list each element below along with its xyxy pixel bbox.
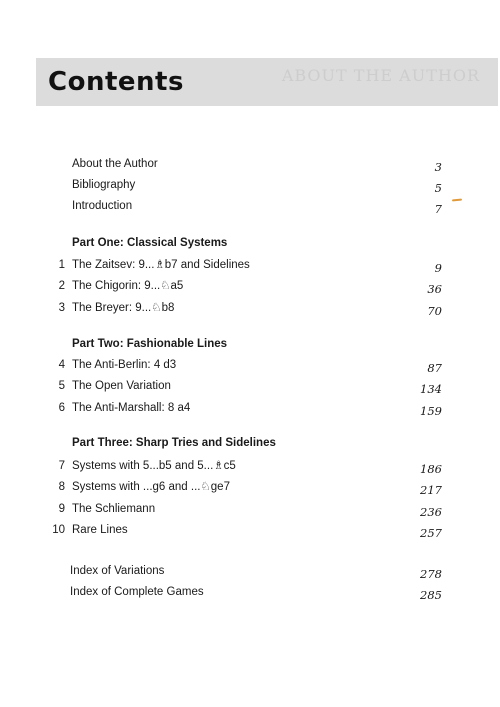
chapter-number: 10 [52,524,65,536]
entry-page: 7 [434,202,442,216]
chapter-number: 9 [58,503,65,515]
toc-entry-bibliography[interactable] [0,175,500,195]
entry-title: The Schliemann [72,503,156,515]
part-heading-three: Part Three: Sharp Tries and Sidelines [72,437,276,449]
entry-title: The Anti-Marshall: 8 a4 [72,402,191,414]
show-through-text: ABOUT THE AUTHOR [281,66,480,85]
entry-page: 236 [420,505,442,519]
chapter-number: 5 [58,380,65,392]
chapter-number: 6 [58,402,65,414]
toc-entry-chapter-9[interactable] [0,499,500,519]
toc-entry-chapter-8[interactable] [0,477,500,497]
entry-page: 217 [420,483,442,497]
entry-title: The Chigorin: 9...♘a5 [72,280,184,292]
entry-title: The Anti-Berlin: 4 d3 [72,359,177,371]
entry-title: The Zaitsev: 9...♗b7 and Sidelines [72,259,250,271]
toc-entry-chapter-4[interactable] [0,355,500,375]
page-title: Contents [48,67,184,97]
toc-entry-chapter-7[interactable] [0,456,500,476]
entry-title: Systems with ...g6 and ...♘ge7 [72,481,230,493]
chapter-number: 1 [58,259,65,271]
entry-page: 278 [420,567,442,581]
entry-title: Index of Variations [70,565,165,577]
entry-page: 285 [420,588,442,602]
entry-title: Rare Lines [72,524,128,536]
entry-title: Systems with 5...b5 and 5...♗c5 [72,460,236,472]
toc-entry-about-author[interactable] [0,154,500,174]
toc-entry-chapter-10[interactable] [0,520,500,540]
entry-page: 186 [420,462,442,476]
entry-page: 36 [427,282,442,296]
toc-entry-introduction[interactable] [0,196,500,216]
toc-entry-chapter-6[interactable] [0,398,500,418]
chapter-number: 3 [58,302,65,314]
chapter-number: 4 [58,359,65,371]
entry-page: 87 [427,361,442,375]
part-heading-two: Part Two: Fashionable Lines [72,338,228,350]
entry-title: About the Author [72,158,158,170]
chapter-number: 2 [58,280,65,292]
entry-title: The Open Variation [72,380,171,392]
entry-page: 257 [420,526,442,540]
chapter-number: 8 [58,481,65,493]
toc-entry-chapter-3[interactable] [0,298,500,318]
entry-title: Bibliography [72,179,136,191]
toc-entry-index-games[interactable] [0,582,500,602]
toc-entry-index-variations[interactable] [0,561,500,581]
entry-page: 159 [420,404,442,418]
entry-page: 3 [434,160,442,174]
entry-title: The Breyer: 9...♘b8 [72,302,175,314]
entry-page: 70 [427,304,442,318]
part-heading-one: Part One: Classical Systems [72,237,228,249]
entry-page: 5 [434,181,442,195]
entry-page: 134 [420,382,442,396]
entry-title: Index of Complete Games [70,586,204,598]
toc-entry-chapter-5[interactable] [0,376,500,396]
toc-entry-chapter-2[interactable] [0,276,500,296]
chapter-number: 7 [58,460,65,472]
entry-page: 9 [434,261,442,275]
entry-title: Introduction [72,200,133,212]
toc-entry-chapter-1[interactable] [0,255,500,275]
